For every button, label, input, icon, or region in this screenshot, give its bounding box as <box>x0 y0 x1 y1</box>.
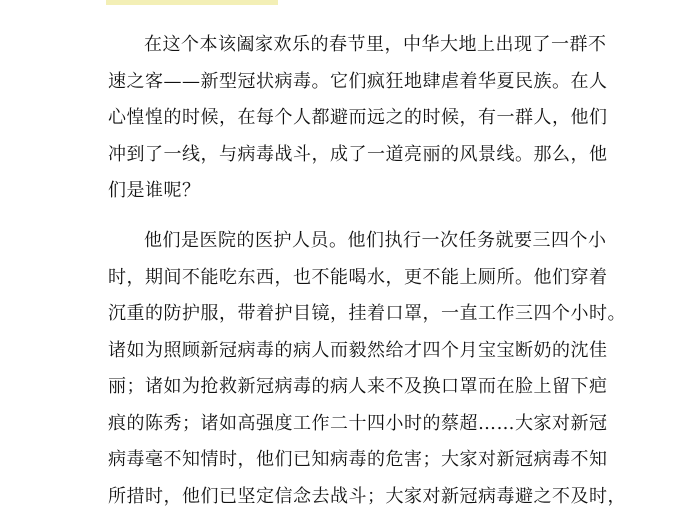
paragraph-line: 心惶惶的时候，在每个人都避而远之的时候，有一群人，他们 <box>108 100 603 137</box>
paragraph-line: 丽；诸如为抢救新冠病毒的病人来不及换口罩而在脸上留下疤 <box>108 369 603 406</box>
paragraph-line: 痕的陈秀；诸如高强度工作二十四小时的蔡超……大家对新冠 <box>108 406 603 443</box>
paragraph-line: 所措时，他们已坚定信念去战斗；大家对新冠病毒避之不及时， <box>108 479 603 515</box>
paragraph-line: 时，期间不能吃东西，也不能喝水，更不能上厕所。他们穿着 <box>108 260 603 297</box>
paragraph-line: 们是谁呢？ <box>108 173 603 210</box>
highlight-strip <box>106 0 278 5</box>
paragraph-line: 诸如为照顾新冠病毒的病人而毅然给才四个月宝宝断奶的沈佳 <box>108 333 603 370</box>
paragraph-line: 在这个本该阖家欢乐的春节里，中华大地上出现了一群不 <box>108 27 603 64</box>
paragraph-line: 沉重的防护服，带着护目镜，挂着口罩，一直工作三四个小时。 <box>108 296 603 333</box>
paragraph-line: 他们是医院的医护人员。他们执行一次任务就要三四个小 <box>108 223 603 260</box>
paragraph-2 <box>108 223 603 515</box>
paragraph-line: 速之客——新型冠状病毒。它们疯狂地肆虐着华夏民族。在人 <box>108 64 603 101</box>
paragraph-1 <box>108 27 603 210</box>
paragraph-line: 病毒毫不知情时，他们已知病毒的危害；大家对新冠病毒不知 <box>108 442 603 479</box>
paragraph-line: 冲到了一线，与病毒战斗，成了一道亮丽的风景线。那么，他 <box>108 137 603 174</box>
